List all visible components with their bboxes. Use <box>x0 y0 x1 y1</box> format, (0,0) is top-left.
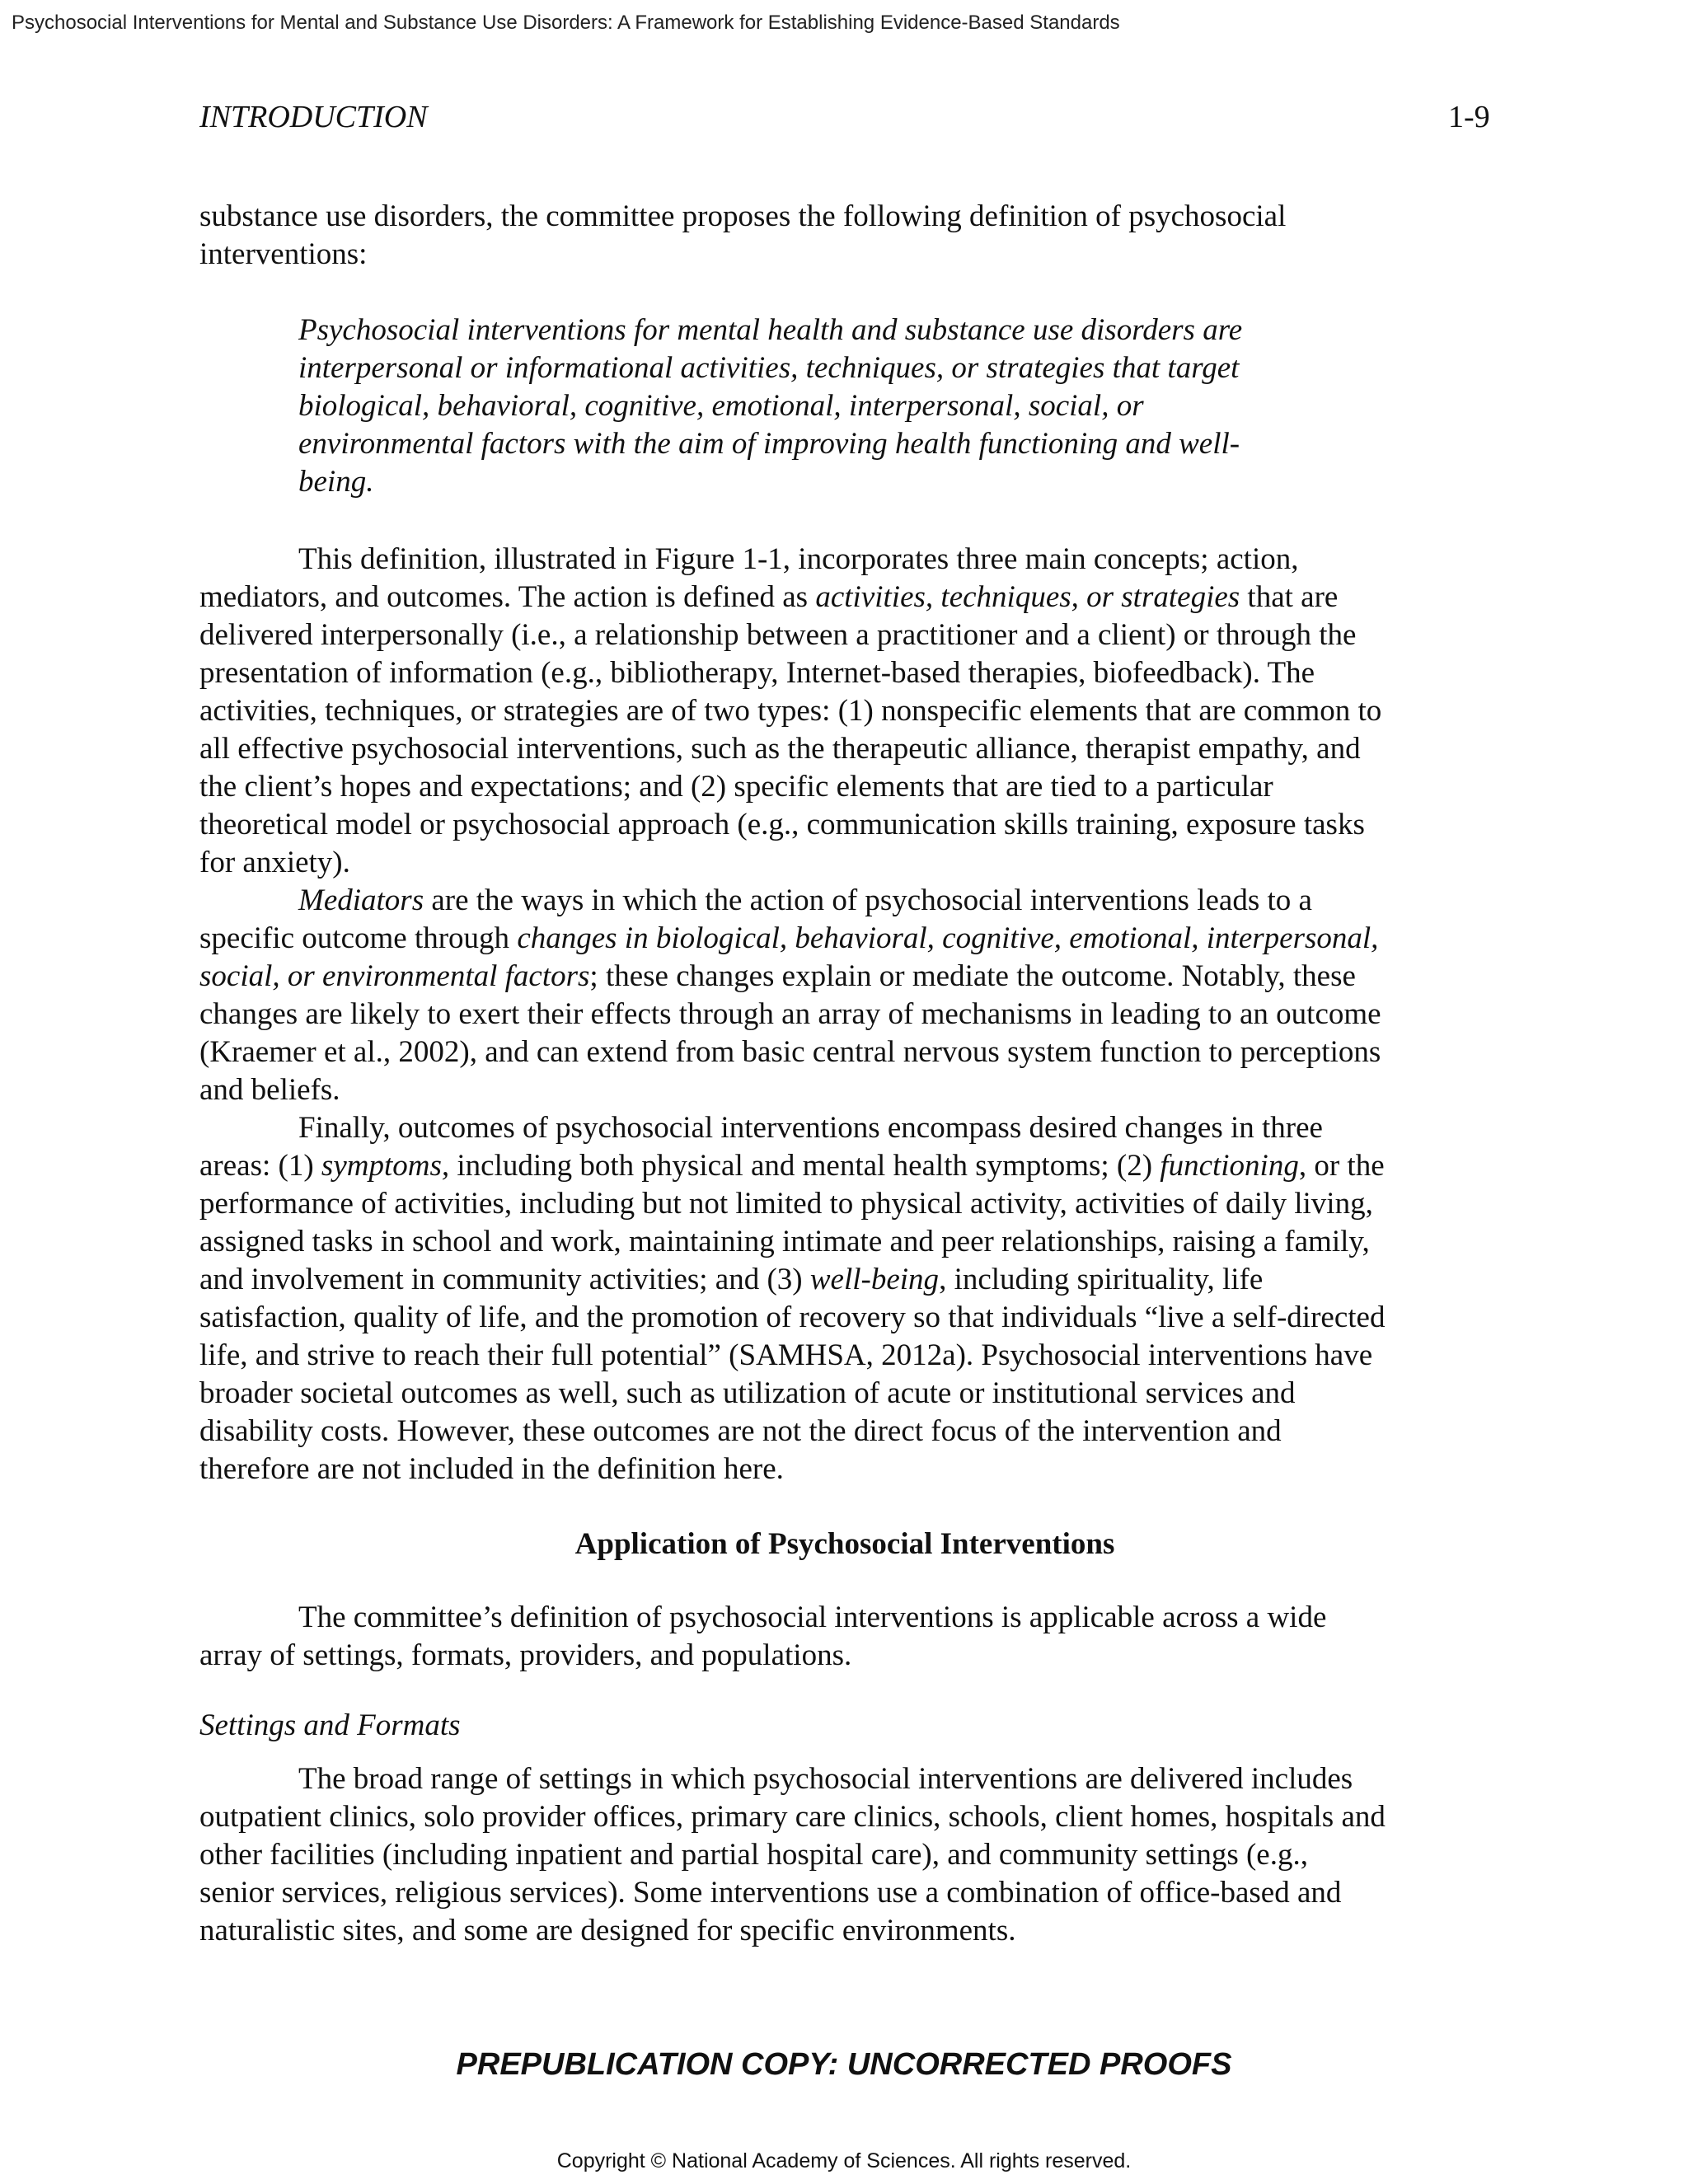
text-line: Psychosocial interventions for mental health and substance use disorders are <box>298 313 1243 347</box>
text-run: and involvement in community activities; and (3) <box>199 1263 810 1296</box>
text-line: performance of activities, including but not limited to physical activity, activities of daily living, <box>199 1187 1373 1221</box>
text-line <box>298 882 1312 920</box>
text-run: areas: (1) <box>199 1149 321 1183</box>
emphasis: Mediators <box>298 883 424 917</box>
text-line: interventions: <box>199 237 368 271</box>
text-line: life, and strive to reach their full potential” (SAMHSA, 2012a). Psychosocial interventions have <box>199 1338 1373 1372</box>
text-line <box>199 1261 1263 1299</box>
text-line: assigned tasks in school and work, maintaining intimate and peer relationships, raising a family, <box>199 1225 1370 1258</box>
text-line: disability costs. However, these outcomes are not the direct focus of the intervention and <box>199 1414 1282 1448</box>
text-line: senior services, religious services). Some interventions use a combination of office-based and <box>199 1876 1342 1910</box>
text-run: mediators, and outcomes. The action is defined as <box>199 580 816 614</box>
text-run: including both physical and mental health symptoms; (2) <box>449 1149 1160 1183</box>
emphasis: changes in biological, behavioral, cognitive, emotional, interpersonal, <box>517 921 1379 955</box>
text-run: ; these changes explain or mediate the outcome. Notably, these <box>589 959 1356 993</box>
text-line: theoretical model or psychosocial approach (e.g., communication skills training, exposure tasks <box>199 808 1365 841</box>
text-line: being. <box>298 465 374 499</box>
text-run: that are <box>1240 580 1339 614</box>
text-line: therefore are not included in the definition here. <box>199 1452 784 1486</box>
text-line: outpatient clinics, solo provider offices, primary care clinics, schools, client homes, hospitals and <box>199 1800 1386 1834</box>
text-line: interpersonal or informational activities, techniques, or strategies that target <box>298 351 1240 385</box>
text-line: The broad range of settings in which psychosocial interventions are delivered includes <box>298 1762 1353 1796</box>
book-title-banner: Psychosocial Interventions for Mental and Substance Use Disorders: A Framework for Establishing Evidence-Based Standards <box>12 12 1120 34</box>
emphasis: social, or environmental factors <box>199 959 590 993</box>
text-line: biological, behavioral, cognitive, emotional, interpersonal, social, or <box>298 389 1144 423</box>
text-line: activities, techniques, or strategies are of two types: (1) nonspecific elements that are common to <box>199 694 1382 728</box>
section-heading: Application of Psychosocial Interventions <box>574 1527 1115 1561</box>
emphasis: symptoms, <box>321 1149 450 1183</box>
text-line: This definition, illustrated in Figure 1-1, incorporates three main concepts; action, <box>298 542 1299 576</box>
text-line: other facilities (including inpatient and partial hospital care), and community settings (e.g., <box>199 1838 1308 1872</box>
emphasis: activities, techniques, or strategies <box>815 580 1240 614</box>
text-line: The committee’s definition of psychosocial interventions is applicable across a wide <box>298 1601 1327 1634</box>
text-run: , including spirituality, life <box>939 1263 1264 1296</box>
text-line <box>199 920 1378 958</box>
text-line: all effective psychosocial interventions, such as the therapeutic alliance, therapist empathy, and <box>199 732 1361 766</box>
text-line: and beliefs. <box>199 1073 340 1107</box>
emphasis: functioning <box>1160 1149 1299 1183</box>
text-line: broader societal outcomes as well, such as utilization of acute or institutional services and <box>199 1376 1296 1410</box>
text-line <box>199 1147 1385 1185</box>
running-head: INTRODUCTION <box>199 100 428 134</box>
text-line: the client’s hopes and expectations; and (2) specific elements that are tied to a particular <box>199 770 1273 804</box>
text-line: environmental factors with the aim of improving health functioning and well- <box>298 427 1240 461</box>
subheading: Settings and Formats <box>199 1708 461 1742</box>
text-line: for anxiety). <box>199 846 350 879</box>
emphasis: well-being <box>809 1263 940 1296</box>
page-number: 1-9 <box>1448 100 1490 134</box>
text-line: array of settings, formats, providers, and populations. <box>199 1638 852 1672</box>
text-line: delivered interpersonally (i.e., a relationship between a practitioner and a client) or through the <box>199 618 1357 652</box>
text-run: are the ways in which the action of psychosocial interventions leads to a <box>424 883 1312 917</box>
text-line: Finally, outcomes of psychosocial interventions encompass desired changes in three <box>298 1111 1323 1145</box>
text-line <box>199 958 1356 996</box>
text-run: , or the <box>1298 1149 1385 1183</box>
text-line: naturalistic sites, and some are designed for specific environments. <box>199 1914 1016 1947</box>
text-run: specific outcome through <box>199 921 518 955</box>
text-line: presentation of information (e.g., bibliotherapy, Internet-based therapies, biofeedback). The <box>199 656 1315 690</box>
text-line <box>199 579 1338 616</box>
text-line: substance use disorders, the committee proposes the following definition of psychosocial <box>199 199 1287 233</box>
text-line: (Kraemer et al., 2002), and can extend from basic central nervous system function to perceptions <box>199 1035 1381 1069</box>
text-line: changes are likely to exert their effects through an array of mechanisms in leading to an outcome <box>199 997 1381 1031</box>
proof-notice: PREPUBLICATION COPY: UNCORRECTED PROOFS <box>456 2047 1232 2082</box>
copyright-notice: Copyright © National Academy of Sciences. All rights reserved. <box>556 2149 1132 2172</box>
text-line: satisfaction, quality of life, and the promotion of recovery so that individuals “live a self-directed <box>199 1301 1386 1334</box>
